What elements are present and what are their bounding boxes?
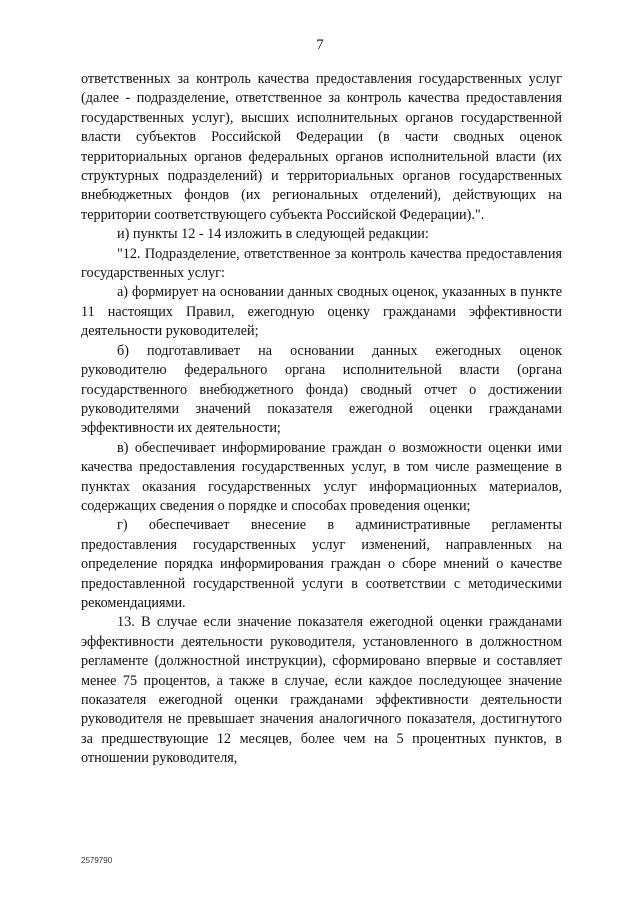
paragraph-12-b: б) подготавливает на основании данных ежегодных оценок руководителю федерального органа исполнительной власти (органа государственного внебюджетного фонда) сводный отчет о достижении руководителями значений показателя ежегодной оценки гражданами эффективности их деятельности; (81, 342, 562, 437)
paragraph-12-v: в) обеспечивает информирование граждан о возможности оценки ими качества предоставления государственных услуг, в том числе размещение в пунктах оказания государственных услуг информационных материалов, содержащих сведения о порядке и способах проведения оценки; (81, 439, 562, 514)
document-code: 2579790 (81, 856, 113, 865)
paragraph-continuation: ответственных за контроль качества предоставления государственных услуг (далее - подразделение, ответственное за контроль качества предоставления государственных услуг), высших исполнительных органов государственной власти субъектов Российской Федерации (в части сводных оценок территориальных органов федеральных органов исполнительной власти (их структурных подразделений) и территориальных органов государственных внебюджетных фондов (их региональных отделений), действующих на территории соответствующего субъекта Российской Федерации).". (81, 71, 562, 223)
page-number: 7 (316, 37, 324, 53)
document-body (81, 70, 562, 769)
paragraph-item-i: и) пункты 12 - 14 изложить в следующей редакции: (117, 226, 429, 243)
paragraph-13: 13. В случае если значение показателя ежегодной оценки гражданами эффективности деятельности руководителя, установленного в должностном регламенте (должностной инструкции), сформировано впервые и составляет менее 75 процентов, а также в случае, если каждое последующее значение показателя ежегодной оценки гражданами эффективности деятельности руководителя не превышает значения аналогичного показателя, достигнутого за предшествующие 12 месяцев, более чем на 5 процентных пунктов, в отношении руководителя, (81, 614, 562, 767)
paragraph-12-heading: "12. Подразделение, ответственное за контроль качества предоставления государственных услуг: (81, 245, 562, 282)
paragraph-12-g: г) обеспечивает внесение в административные регламенты предоставления государственных услуг изменений, направленных на определение порядка информирования граждан о сборе мнений о качестве предоставленной государственной услуги в соответствии с методическими рекомендациями. (81, 517, 562, 611)
paragraph-12-a: а) формирует на основании данных сводных оценок, указанных в пункте 11 настоящих Правил, ежегодную оценку гражданами эффективности деятельности руководителей; (81, 284, 562, 340)
